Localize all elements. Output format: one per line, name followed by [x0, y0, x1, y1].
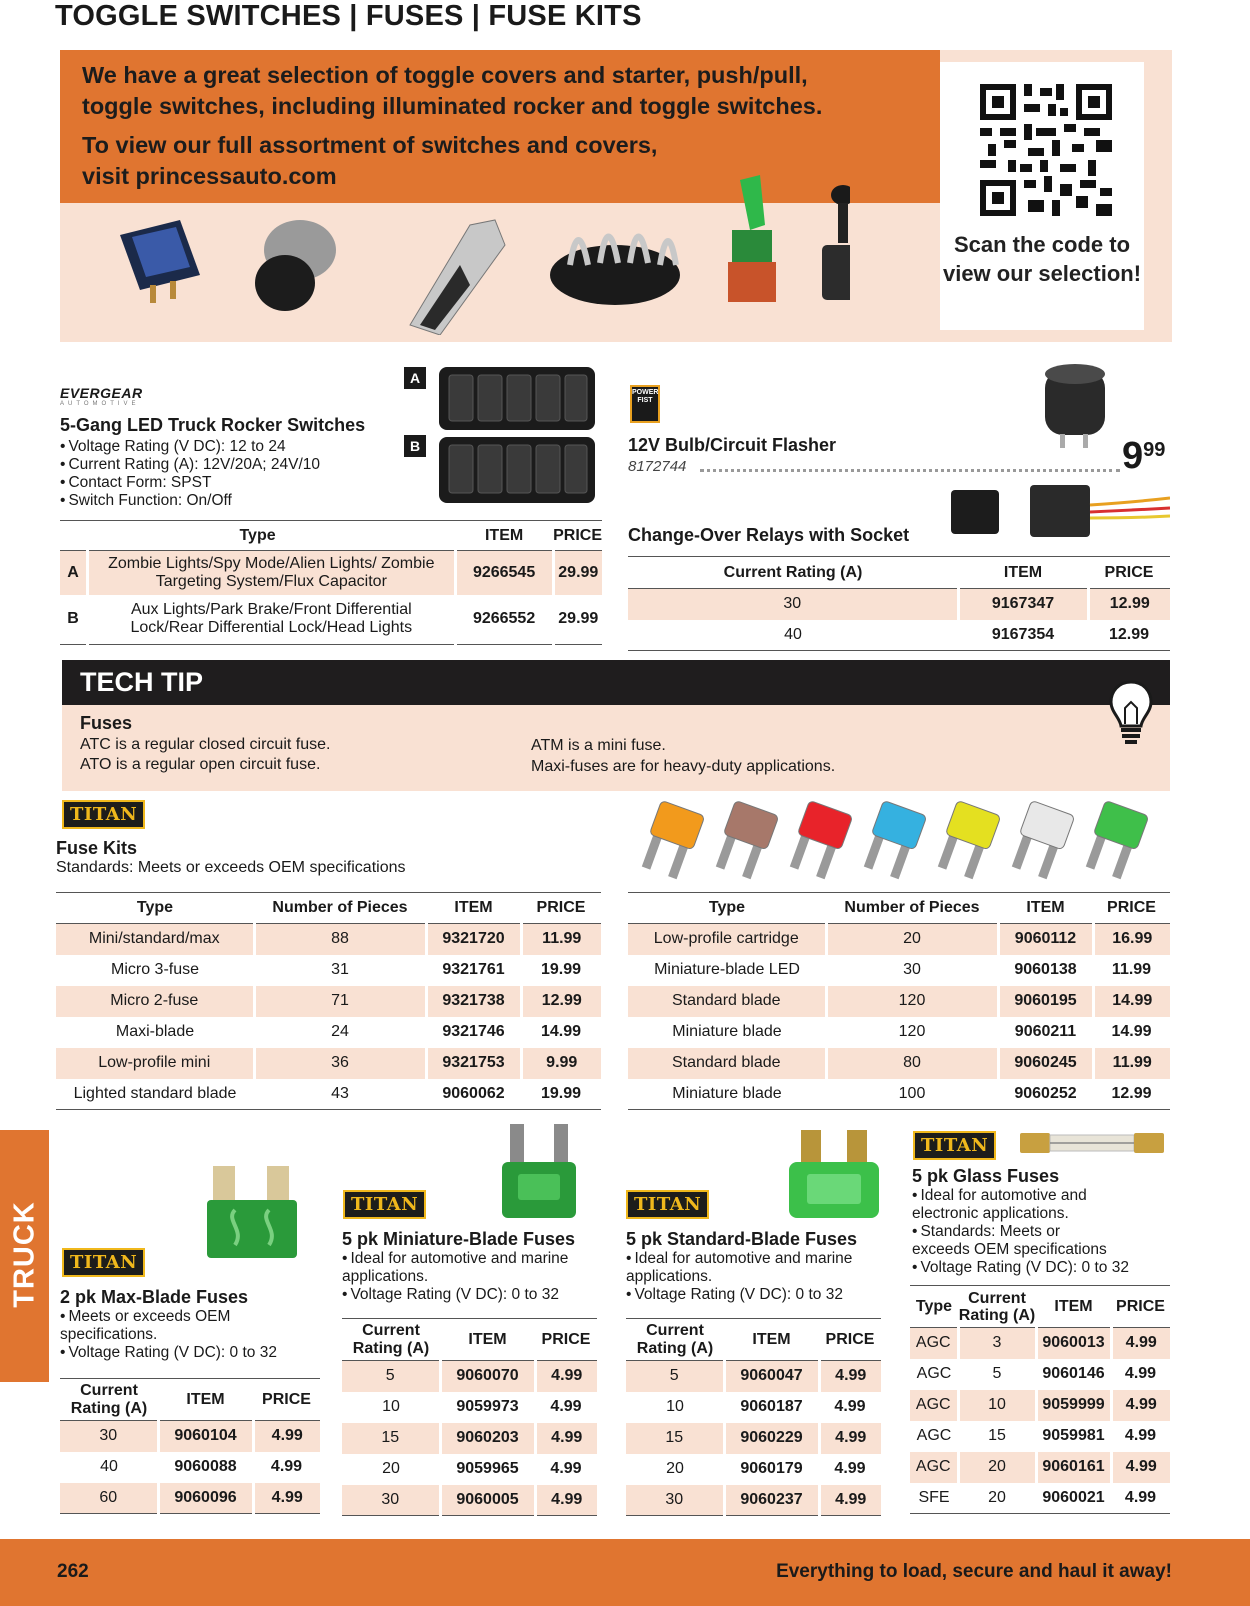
header-item: ITEM — [1026, 899, 1065, 916]
table-row — [342, 1454, 597, 1485]
flasher-item: 8172744 — [628, 458, 687, 475]
rocker-table — [60, 520, 602, 645]
header-price: PRICE — [1104, 563, 1154, 581]
table-row — [60, 595, 602, 645]
header-item: ITEM — [468, 1330, 507, 1348]
cell-pieces: 80 — [826, 1048, 998, 1079]
std-blade-title: 5 pk Standard-Blade Fuses — [626, 1229, 858, 1249]
table-row — [342, 1392, 597, 1423]
cell-price: 19.99 — [540, 961, 582, 978]
cell-price: 4.99 — [1111, 1452, 1170, 1483]
tech-tip-line: Maxi-fuses are for heavy-duty applications. — [531, 758, 836, 775]
fuse-kits-subtitle: Standards: Meets or exceeds OEM specifications — [56, 859, 406, 876]
cell-item: 9060203 — [440, 1423, 535, 1454]
cell-type: Standard blade — [628, 986, 826, 1017]
cell-item: 9321753 — [426, 1048, 521, 1079]
cell-price: 11.99 — [1093, 1048, 1170, 1079]
cell-type: Miniature blade — [672, 1023, 782, 1040]
table-row — [628, 1079, 1170, 1110]
lightbulb-icon — [1108, 680, 1154, 746]
cell-pieces: 88 — [254, 924, 426, 955]
table-row — [342, 1361, 597, 1392]
cell-type: Miniature blade — [672, 1084, 782, 1102]
cell-pieces: 43 — [331, 1084, 349, 1102]
table-row — [626, 1361, 881, 1392]
table-row — [910, 1390, 1170, 1421]
cell-rating: 15 — [626, 1423, 724, 1454]
cell-rating: 5 — [342, 1361, 440, 1392]
qr-code-panel — [940, 62, 1144, 330]
header-item: ITEM — [454, 899, 493, 916]
header-type: Type — [915, 1297, 953, 1315]
cell-item: 9060062 — [442, 1084, 505, 1102]
mini-blade-bullets — [342, 1250, 572, 1304]
rocker-panels-image — [437, 365, 597, 505]
table-row — [628, 955, 1170, 986]
variant-b-label: B — [404, 435, 426, 457]
cell-pieces: 120 — [898, 1023, 926, 1040]
switch-products-image — [110, 175, 850, 335]
header-price: PRICE — [1116, 1297, 1165, 1315]
bullet: • Ideal for automotive and marine applications. — [626, 1250, 856, 1286]
cell-price: 4.99 — [535, 1361, 597, 1392]
cell-item: 9060229 — [724, 1423, 819, 1454]
flasher-price — [1122, 435, 1165, 478]
mini-blade-title: 5 pk Miniature-Blade Fuses — [342, 1229, 576, 1249]
tech-tip-line: ATM is a mini fuse. — [531, 737, 666, 754]
header-rating: Current Rating (A) — [636, 1321, 714, 1357]
cell-rating: 20 — [988, 1488, 1006, 1506]
fuse-kits-table-right — [628, 892, 1170, 1110]
mini-fuse-picture — [860, 800, 927, 881]
tech-tip-col-1 — [80, 735, 330, 775]
table-row — [342, 1485, 597, 1516]
cell-price: 4.99 — [550, 1460, 582, 1477]
header-type: Type — [136, 899, 174, 916]
header-price: PRICE — [536, 899, 586, 916]
table-row — [628, 589, 1170, 620]
glass-table — [910, 1285, 1170, 1514]
cell-item: 9060179 — [740, 1460, 803, 1477]
row-type: Aux Lights/Park Brake/Front Differential Lock/Rear Differential Lock/Head Lights — [88, 595, 456, 645]
cell-pieces: 36 — [254, 1048, 426, 1079]
bullet: • Voltage Rating (V DC): 0 to 32 — [912, 1259, 1172, 1277]
max-blade-bullets — [60, 1308, 277, 1362]
cell-type: AGC — [910, 1390, 958, 1421]
header-item: ITEM — [484, 526, 524, 544]
cell-type: AGC — [910, 1452, 958, 1483]
max-blade-title: 2 pk Max-Blade Fuses — [60, 1287, 249, 1307]
glass-title: 5 pk Glass Fuses — [912, 1166, 1060, 1186]
cell-price: 4.99 — [834, 1460, 866, 1477]
cell-item: 9059965 — [456, 1460, 519, 1477]
cell-type: Low-profile mini — [56, 1048, 254, 1079]
cell-type: Mini/standard/max — [56, 924, 254, 955]
flasher-title: 12V Bulb/Circuit Flasher — [628, 435, 837, 455]
row-rating: 40 — [784, 625, 802, 643]
cell-type: Standard blade — [628, 1048, 826, 1079]
table-row — [56, 986, 601, 1017]
cell-type: Micro 2-fuse — [56, 986, 254, 1017]
cell-price: 11.99 — [521, 924, 601, 955]
bullet: • Ideal for automotive and electronic applications. — [912, 1187, 1117, 1223]
cell-type: AGC — [916, 1427, 952, 1444]
cell-item: 9060013 — [1036, 1328, 1111, 1359]
cell-item: 9060112 — [998, 924, 1093, 955]
cell-price: 4.99 — [550, 1398, 582, 1415]
cell-item: 9321761 — [442, 961, 505, 978]
rocker-bullet: • Contact Form: SPST — [60, 474, 400, 492]
cell-rating: 15 — [988, 1427, 1006, 1444]
glass-bullets — [912, 1187, 1129, 1277]
cell-item: 9060104 — [158, 1421, 253, 1452]
cell-pieces: 24 — [331, 1023, 349, 1040]
price-cents: 99 — [1143, 439, 1166, 461]
cell-item: 9060096 — [158, 1483, 253, 1514]
header-item: ITEM — [1003, 563, 1043, 581]
cell-price: 14.99 — [1111, 1023, 1152, 1040]
table-row — [56, 955, 601, 986]
standard-blade-fuse-image — [787, 1128, 881, 1220]
table-row — [56, 1048, 601, 1079]
cell-item: 9060005 — [440, 1485, 535, 1516]
std-blade-table — [626, 1318, 881, 1516]
std-blade-bullets — [626, 1250, 856, 1304]
glass-fuse-image — [1020, 1128, 1164, 1158]
illuminated-toggle-picture — [728, 175, 776, 302]
cell-type: Lighted standard blade — [73, 1084, 237, 1102]
cell-price: 9.99 — [521, 1048, 601, 1079]
header-pieces: Number of Pieces — [844, 899, 980, 916]
cell-type: AGC — [916, 1365, 952, 1382]
cell-rating: 40 — [100, 1458, 118, 1475]
cell-item: 9060021 — [1042, 1488, 1105, 1506]
variant-a-label: A — [404, 367, 426, 389]
cell-price: 4.99 — [1111, 1390, 1170, 1421]
cell-rating: 20 — [382, 1460, 400, 1477]
rocker-bullet: • Switch Function: On/Off — [60, 492, 400, 510]
cell-price: 4.99 — [270, 1458, 303, 1475]
cell-price: 4.99 — [535, 1485, 597, 1516]
footer-slogan: Everything to load, secure and haul it away! — [776, 1561, 1172, 1582]
cell-rating: 5 — [626, 1361, 724, 1392]
header-type: Type — [239, 526, 276, 544]
blade-fuses-image — [640, 800, 1170, 885]
cell-price: 4.99 — [834, 1398, 866, 1415]
page-number: 262 — [57, 1561, 89, 1582]
cell-price: 12.99 — [1111, 1084, 1152, 1102]
relay-image — [945, 480, 1170, 550]
cell-type: Miniature-blade LED — [654, 961, 800, 978]
cell-item: 9060088 — [174, 1458, 237, 1475]
cell-item: 9321746 — [442, 1023, 505, 1040]
section-tab — [0, 1130, 49, 1382]
cell-pieces: 71 — [254, 986, 426, 1017]
page-title: TOGGLE SWITCHES | FUSES | FUSE KITS — [55, 0, 642, 32]
cell-price: 19.99 — [540, 1084, 582, 1102]
cell-item: 9321720 — [426, 924, 521, 955]
cell-rating: 30 — [626, 1485, 724, 1516]
row-price: 29.99 — [553, 595, 602, 645]
cell-rating: 30 — [342, 1485, 440, 1516]
row-price: 12.99 — [1088, 589, 1170, 620]
hero-line-2[interactable]: To view our full assortment of switches and covers, visit princessauto.com — [82, 132, 658, 189]
tech-tip-col-2 — [531, 735, 835, 777]
cell-rating: 10 — [382, 1398, 400, 1415]
cell-item: 9060252 — [1014, 1084, 1077, 1102]
table-row — [56, 1079, 601, 1110]
header-price: PRICE — [541, 1330, 591, 1348]
tech-tip-body — [62, 705, 1170, 791]
header-item: ITEM — [186, 1390, 225, 1408]
cell-item: 9060161 — [1036, 1452, 1111, 1483]
mini-fuse-picture — [934, 800, 1001, 881]
cell-type: Micro 3-fuse — [110, 961, 200, 978]
section-tab-label: TRUCK — [8, 1201, 41, 1308]
tech-tip-line: ATC is a regular closed circuit fuse. — [80, 736, 331, 753]
cell-price: 4.99 — [819, 1361, 881, 1392]
cell-rating: 30 — [60, 1421, 158, 1452]
cell-price: 14.99 — [1093, 986, 1170, 1017]
cell-rating: 3 — [958, 1328, 1036, 1359]
mini-blade-table — [342, 1318, 597, 1516]
cell-price: 4.99 — [253, 1421, 320, 1452]
mini-fuse-picture — [1082, 800, 1149, 881]
table-row — [628, 620, 1170, 651]
cell-price: 4.99 — [819, 1423, 881, 1454]
table-row — [342, 1423, 597, 1454]
cell-price: 4.99 — [1124, 1488, 1157, 1506]
cell-price: 16.99 — [1093, 924, 1170, 955]
cell-price: 4.99 — [1111, 1328, 1170, 1359]
qr-caption: Scan the code to view our selection! — [942, 232, 1142, 286]
fuse-kits-title: Fuse Kits — [56, 838, 138, 858]
cell-type: Low-profile cartridge — [628, 924, 826, 955]
row-type: Zombie Lights/Spy Mode/Alien Lights/ Zombie Targeting System/Flux Capacitor — [88, 551, 456, 595]
fuse-kits-table-left — [56, 892, 601, 1110]
row-item: 9167354 — [991, 625, 1055, 643]
cell-price: 12.99 — [521, 986, 601, 1017]
relays-table — [628, 556, 1170, 651]
mini-fuse-picture — [712, 800, 779, 881]
cell-rating: 10 — [666, 1398, 684, 1415]
header-item: ITEM — [752, 1330, 791, 1348]
cell-pieces: 100 — [898, 1084, 926, 1102]
mini-fuse-picture — [640, 800, 705, 881]
rocker-bullet: • Current Rating (A): 12V/20A; 24V/10 — [60, 456, 400, 474]
toggle-guard-picture — [550, 237, 680, 306]
tech-tip-heading: TECH TIP — [62, 660, 1170, 705]
row-key: B — [67, 610, 79, 628]
cell-price: 4.99 — [819, 1485, 881, 1516]
tech-tip-subheading: Fuses — [80, 713, 133, 733]
cell-price: 4.99 — [1124, 1427, 1157, 1444]
cell-item: 9060237 — [724, 1485, 819, 1516]
cell-item: 9060245 — [998, 1048, 1093, 1079]
power-fist-logo: POWER FIST — [630, 385, 660, 423]
header-pieces: Number of Pieces — [272, 899, 408, 916]
cell-item: 9060070 — [440, 1361, 535, 1392]
cell-pieces: 120 — [826, 986, 998, 1017]
row-price: 29.99 — [553, 551, 602, 595]
titan-logo: TITAN — [343, 1190, 426, 1219]
bullet: • Meets or exceeds OEM specifications. — [60, 1308, 260, 1344]
table-row — [910, 1483, 1170, 1514]
titan-logo: TITAN — [62, 1248, 145, 1277]
cell-price: 4.99 — [1124, 1365, 1157, 1382]
cell-item: 9321738 — [426, 986, 521, 1017]
max-blade-fuse-image — [205, 1160, 301, 1262]
table-row — [628, 1048, 1170, 1079]
table-row — [60, 1421, 320, 1452]
cell-type: SFE — [918, 1488, 950, 1506]
rocker-switch-picture — [120, 220, 200, 303]
price-leader-dots — [700, 469, 1120, 472]
hero-banner — [60, 50, 1172, 342]
bullet: • Voltage Rating (V DC): 0 to 32 — [60, 1344, 320, 1362]
row-item: 9266552 — [455, 595, 553, 645]
header-rating: Current Rating (A) — [958, 1289, 1036, 1324]
cell-price: 4.99 — [253, 1483, 320, 1514]
table-row — [626, 1423, 881, 1454]
titan-logo: TITAN — [62, 800, 145, 829]
table-row — [628, 924, 1170, 955]
row-rating: 30 — [628, 589, 958, 620]
bullet: • Voltage Rating (V DC): 0 to 32 — [626, 1286, 886, 1304]
rocker-bullets — [60, 438, 400, 510]
cell-rating: 20 — [666, 1460, 684, 1477]
cell-type: AGC — [910, 1328, 958, 1359]
cell-rating: 5 — [992, 1365, 1002, 1382]
table-row — [628, 1017, 1170, 1048]
relays-title: Change-Over Relays with Socket — [628, 525, 910, 545]
tech-tip-line: ATO is a regular open circuit fuse. — [80, 756, 321, 773]
bullet: • Voltage Rating (V DC): 0 to 32 — [342, 1286, 602, 1304]
table-row — [628, 986, 1170, 1017]
table-row — [910, 1421, 1170, 1452]
row-key: A — [60, 551, 88, 595]
cell-pieces: 31 — [331, 961, 349, 978]
cell-price: 4.99 — [535, 1423, 597, 1454]
mini-fuse-picture — [1008, 800, 1075, 881]
cell-item: 9060195 — [998, 986, 1093, 1017]
header-rating: Current Rating (A) — [70, 1381, 148, 1417]
cell-item: 9060146 — [1042, 1365, 1105, 1382]
cell-item: 9059973 — [456, 1398, 519, 1415]
cell-item: 9060211 — [1014, 1023, 1077, 1040]
header-price: PRICE — [825, 1330, 875, 1348]
titan-logo: TITAN — [913, 1131, 996, 1160]
table-row — [56, 924, 601, 955]
hero-line-1: We have a great selection of toggle covers and starter, push/pull, toggle switches, including illuminated rocker and toggle switches. — [82, 62, 823, 119]
header-price: PRICE — [553, 526, 602, 544]
header-type: Type — [708, 899, 746, 916]
mini-fuse-picture — [786, 800, 853, 881]
cell-price: 14.99 — [540, 1023, 582, 1040]
cell-item: 9060047 — [724, 1361, 819, 1392]
price-dollars: 9 — [1122, 435, 1144, 477]
evergear-logo: EVERGEAR AUTOMOTIVE — [60, 385, 143, 407]
cell-price: 11.99 — [1111, 961, 1152, 978]
bullet: • Standards: Meets or exceeds OEM specifications — [912, 1223, 1117, 1259]
cell-pieces: 20 — [826, 924, 998, 955]
header-item: ITEM — [1054, 1297, 1093, 1315]
push-pull-switch-picture — [822, 185, 850, 300]
table-row — [910, 1359, 1170, 1390]
table-row — [910, 1452, 1170, 1483]
titan-logo: TITAN — [626, 1190, 709, 1219]
table-row — [60, 551, 602, 595]
table-row — [60, 1452, 320, 1483]
table-row — [60, 1483, 320, 1514]
max-blade-table — [60, 1378, 320, 1514]
cell-rating: 60 — [60, 1483, 158, 1514]
table-row — [626, 1485, 881, 1516]
cell-pieces: 30 — [903, 961, 921, 978]
row-price: 12.99 — [1108, 625, 1150, 643]
footer — [0, 1539, 1250, 1606]
cell-rating: 10 — [958, 1390, 1036, 1421]
table-row — [626, 1454, 881, 1485]
cell-item: 9059999 — [1036, 1390, 1111, 1421]
miniature-blade-fuse-image — [500, 1122, 578, 1220]
table-row — [626, 1392, 881, 1423]
cell-item: 9060187 — [740, 1398, 803, 1415]
header-price: PRICE — [262, 1390, 311, 1408]
cell-item: 9059981 — [1042, 1427, 1105, 1444]
rocker-title: 5-Gang LED Truck Rocker Switches — [60, 415, 366, 435]
rocker-bullet: • Voltage Rating (V DC): 12 to 24 — [60, 438, 400, 456]
row-item: 9266545 — [455, 551, 553, 595]
push-button-switch-picture — [255, 220, 336, 311]
table-row — [910, 1328, 1170, 1359]
header-rating: Current Rating (A) — [352, 1321, 430, 1357]
header-price: PRICE — [1107, 899, 1156, 916]
flasher-image — [1035, 362, 1115, 452]
row-item: 9167347 — [958, 589, 1088, 620]
cell-rating: 15 — [342, 1423, 440, 1454]
qr-code-icon[interactable] — [980, 84, 1112, 216]
header-rating: Current Rating (A) — [723, 563, 863, 581]
cell-type: Maxi-blade — [115, 1023, 195, 1040]
table-row — [56, 1017, 601, 1048]
cell-item: 9060138 — [1014, 961, 1077, 978]
toggle-cover-picture — [410, 220, 505, 335]
bullet: • Ideal for automotive and marine applications. — [342, 1250, 572, 1286]
cell-rating: 20 — [958, 1452, 1036, 1483]
